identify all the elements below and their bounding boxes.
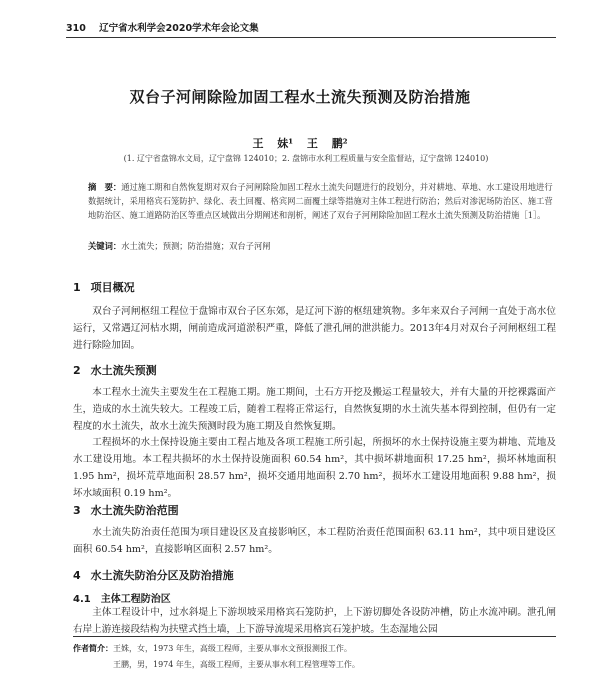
authors: 王 妹¹ 王 鹏²	[252, 137, 348, 150]
footnote-author-1: 王姝，女，1973 年生，高级工程师，主要从事水文预报测报工作。	[113, 644, 352, 653]
keywords-label: 关键词：	[88, 241, 122, 251]
subsection-4-1-heading	[73, 590, 171, 605]
section-1-number: 1	[73, 281, 81, 294]
subsection-4-1-title: 主体工程防治区	[100, 594, 171, 605]
section-4-number: 4	[73, 569, 81, 582]
section-2-title: 水土流失预测	[90, 364, 157, 377]
section-3-heading	[73, 502, 179, 518]
subsection-4-1-paragraph: 主体工程设计中，过水斜堤上下游坝坡采用格宾石笼防护，上下游切脚处各设防冲槽，防止水流冲刷。泄孔闸右岸上游连接段结构为扶壁式挡土墙，上下游导流堤采用格宾石笼护坡。生态湿地公园	[73, 607, 556, 635]
keywords-text: 水土流失；预测；防治措施；双台子河闸	[121, 241, 271, 251]
section-2-heading	[73, 362, 157, 378]
footnote-author-2: 王鹏，男，1974 年生，高级工程师，主要从事水利工程管理等工作。	[113, 660, 360, 669]
footnote-label: 作者简介：	[73, 644, 113, 653]
section-1-title: 项目概况	[90, 281, 135, 294]
section-3-number: 3	[73, 504, 81, 517]
abstract	[88, 180, 556, 222]
section-3-paragraph: 水土流失防治责任范围为项目建设区及直接影响区，本工程防治责任范围面积 63.11 hm²，其中项目建设区面积 60.54 hm²，直接影响区面积 2.57 hm²。	[73, 527, 556, 555]
paper-title: 双台子河闸除险加固工程水土流失预测及防治措施	[129, 88, 471, 106]
affiliations: (1. 辽宁省盘锦水文局，辽宁盘锦 124010；2. 盘锦市水利工程质量与安全监督站，辽宁盘锦 124010)	[123, 154, 489, 163]
author-footnote	[73, 636, 556, 673]
footnote-line-1	[73, 641, 556, 657]
journal-name: 辽宁省水利学会2020学术年会论文集	[99, 23, 259, 34]
abstract-text: 通过施工期和自然恢复期对双台子河闸除险加固工程水土流失问题进行的段划分，并对耕地、草地、水工建设用地进行数据统计，采用格宾石笼防护、绿化、表土回覆、格宾网二面覆土绿等措施对主体工程进行防治；然后对渗泥场防治区、施工营地防治区、施工道路防治区等重点区域做出分期阐述和剖析，阐述了双台子河闸除险加固工程水土流失预测及防治措施［1］。	[88, 182, 553, 220]
subsection-4-1-number: 4.1	[73, 594, 91, 605]
section-2-paragraph-1: 本工程水土流失主要发生在工程施工期。施工期间，土石方开挖及搬运工程量较大，并有大量的开挖裸露面产生，造成的水土流失较大。工程竣工后，随着工程将正常运行，自然恢复期的水土流失基本得到控制，但仍有一定程度的水土流失，故水土流失预测时段为施工期及自然恢复期。	[73, 387, 556, 432]
section-1-heading	[73, 279, 135, 295]
section-2-number: 2	[73, 364, 81, 377]
keywords	[88, 240, 556, 252]
section-1-paragraph: 双台子河闸枢纽工程位于盘锦市双台子区东郊，是辽河下游的枢纽建筑物。多年来双台子河闸一直处于高水位运行，又常遇辽河枯水期，闸前造成河道淤积严重，降低了泄孔闸的泄洪能力。2013年4月对双台子河闸枢纽工程进行除险加固。	[73, 306, 556, 351]
running-header	[66, 20, 556, 38]
section-4-heading	[73, 567, 234, 583]
page-number: 310	[66, 23, 86, 34]
section-2-paragraph-2: 工程损坏的水土保持设施主要由工程占地及各项工程施工所引起，所损坏的水土保持设施主要为耕地、荒地及水工建设用地。本工程共损坏的水土保持设施面积 60.54 hm²，其中损坏耕地面积 17.25 hm²，损坏林地面积 1.95 hm²，损坏荒草地面积 28.57 hm²，损坏交通用地面积 2.70 hm²，损坏水工建设用地面积 9.88 hm²，损坏水域面积 0.19 hm²。	[73, 437, 556, 499]
section-3-title: 水土流失防治范围	[90, 504, 179, 517]
section-4-title: 水土流失防治分区及防治措施	[90, 569, 234, 582]
abstract-label: 摘 要：	[88, 182, 122, 192]
